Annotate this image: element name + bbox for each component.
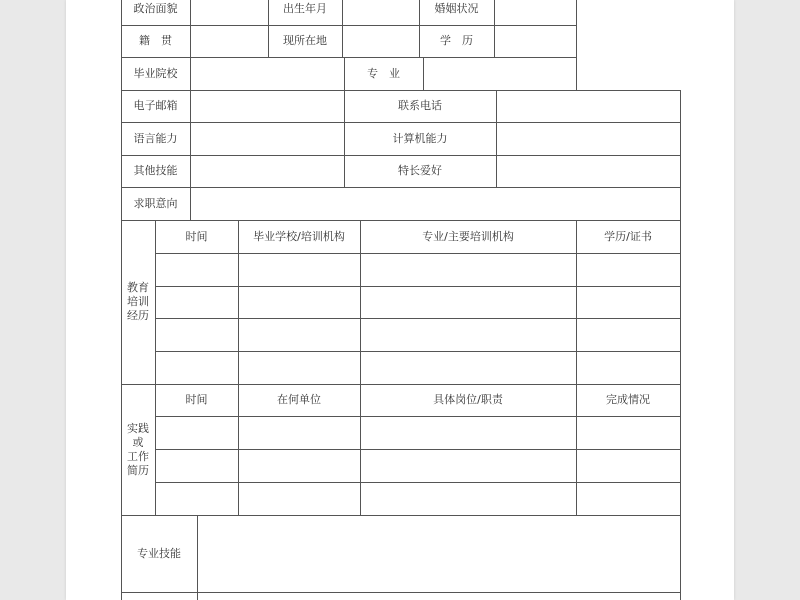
current-residence-field[interactable]	[342, 25, 419, 57]
work-header-employer: 在何单位	[277, 393, 321, 406]
label-email: 电子邮箱	[133, 99, 178, 112]
photo-area[interactable]	[576, 0, 680, 90]
education-header-certificate: 学历/证书	[604, 229, 652, 243]
row-line	[121, 592, 680, 593]
label-major: 专 业	[367, 66, 400, 80]
label-native-place: 籍 贯	[139, 34, 172, 47]
education-header-school: 毕业学校/培训机构	[253, 229, 345, 243]
label-political-status: 政治面貌	[133, 1, 178, 15]
work-section-title: 实践 或 工作 简历	[127, 421, 149, 477]
work-header-time: 时间	[185, 393, 208, 406]
graduate-school-field[interactable]	[190, 57, 344, 90]
birth-date-field[interactable]	[342, 0, 419, 25]
email-field[interactable]	[190, 90, 344, 122]
work-header-completion: 完成情况	[606, 393, 650, 406]
marital-status-field[interactable]	[494, 0, 576, 25]
education-header-time: 时间	[185, 229, 208, 243]
education-header-major: 专业/主要培训机构	[422, 229, 514, 243]
label-current-residence: 现所在地	[283, 34, 327, 47]
label-job-intention: 求职意向	[133, 196, 178, 210]
political-status-field[interactable]	[190, 0, 268, 25]
work-header-position: 具体岗位/职责	[433, 393, 503, 406]
job-intention-field[interactable]	[190, 187, 680, 220]
label-other-skills: 其他技能	[133, 164, 178, 177]
label-language-ability: 语言能力	[133, 131, 178, 145]
phone-field[interactable]	[496, 90, 680, 122]
computer-ability-field[interactable]	[496, 122, 680, 155]
native-place-field[interactable]	[190, 25, 268, 57]
language-ability-field[interactable]	[190, 122, 344, 155]
label-hobbies: 特长爱好	[398, 164, 442, 177]
label-marital-status: 婚姻状况	[434, 1, 479, 15]
label-graduate-school: 毕业院校	[133, 66, 178, 80]
label-birth-date: 出生年月	[283, 1, 327, 15]
education-entries-area[interactable]	[155, 253, 680, 384]
label-education: 学 历	[440, 34, 473, 47]
education-section-title: 教育 培训 经历	[127, 281, 149, 322]
table-border-right	[680, 90, 681, 600]
label-computer-ability: 计算机能力	[392, 131, 448, 145]
education-field[interactable]	[494, 25, 576, 57]
major-field[interactable]	[423, 57, 576, 90]
hobbies-field[interactable]	[496, 155, 680, 187]
other-skills-field[interactable]	[190, 155, 344, 187]
work-entries-area[interactable]	[155, 416, 680, 515]
label-professional-skills: 专业技能	[137, 546, 181, 560]
professional-skills-field[interactable]	[197, 515, 680, 592]
label-phone: 联系电话	[398, 99, 442, 112]
